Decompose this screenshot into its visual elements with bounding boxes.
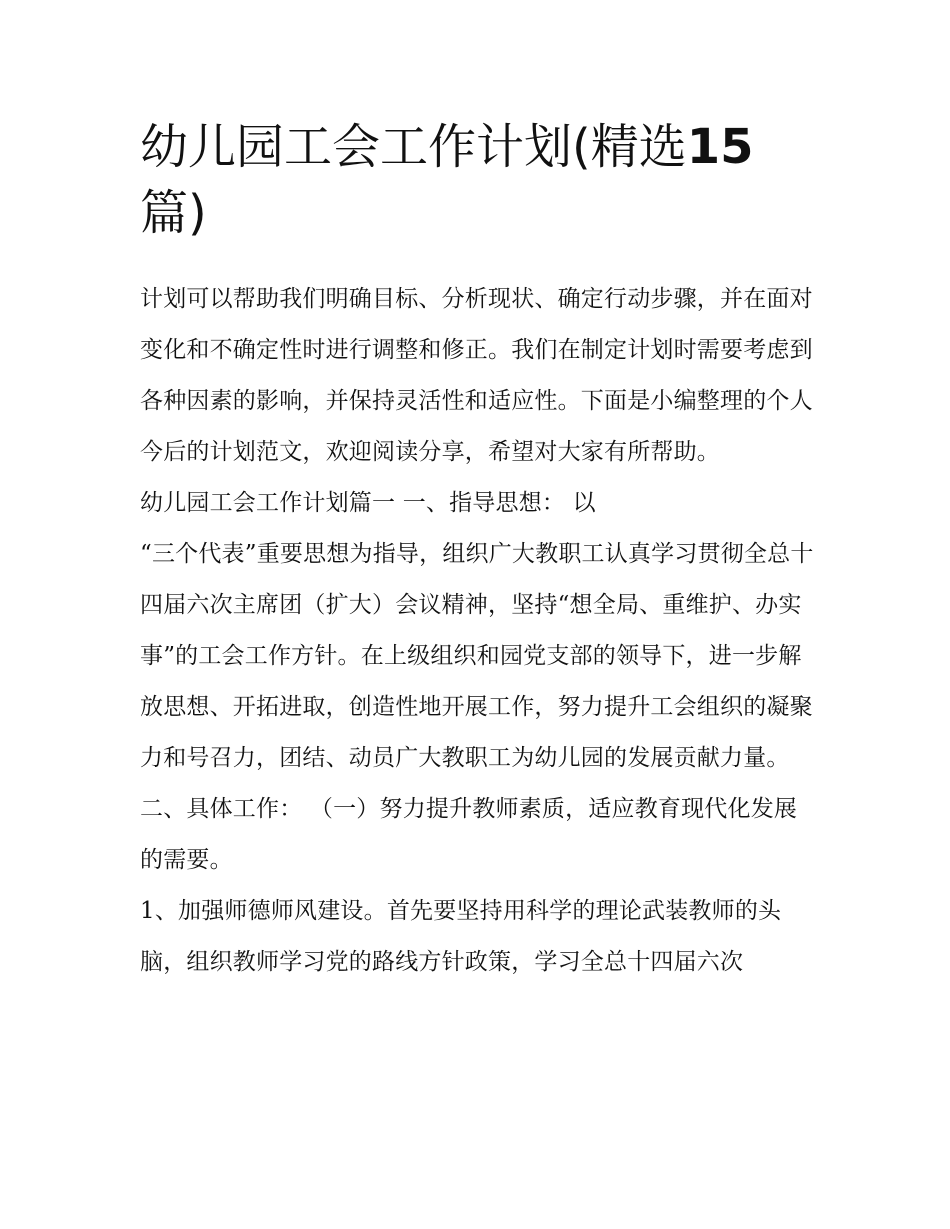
title-end: 篇) <box>140 185 207 241</box>
title-number: 15 <box>686 119 754 175</box>
guiding-thought-paragraph: “三个代表”重要思想为指导，组织广大教职工认真学习贯彻全总十四届六次主席团（扩大）会议精神，坚持“想全局、重维护、办实事”的工会工作方针。在上级组织和园党支部的领导下，进一步解放思想、开拓进取，创造性地开展工作，努力提升工会组织的凝聚力和号召力，团结、动员广大教职工为幼儿园的发展贡献力量。 <box>140 541 814 771</box>
section-heading-specific-work: 二、具体工作： （一）努力提升教师素质，适应教育现代化发展的需要。 <box>140 796 798 873</box>
intro-paragraph: 计划可以帮助我们明确目标、分析现状、确定行动步骤，并在面对变化和不确定性时进行调整和修正。我们在制定计划时需要考虑到各种因素的影响，并保持灵活性和适应性。下面是小编整理的个人今后的计划范文，欢迎阅读分享，希望对大家有所帮助。 <box>140 286 813 465</box>
item-paragraph-1: 1、加强师德师风建设。首先要坚持用科学的理论武装教师的头脑，组织教师学习党的路线方针政策，学习全总十四届六次 <box>140 898 782 975</box>
document-body <box>140 114 820 988</box>
section-heading-guiding-thought: 幼儿园工会工作计划篇一 一、指导思想： 以 <box>140 490 596 516</box>
document-title <box>140 114 780 246</box>
title-main: 幼儿园工会工作计划(精选 <box>140 119 687 175</box>
